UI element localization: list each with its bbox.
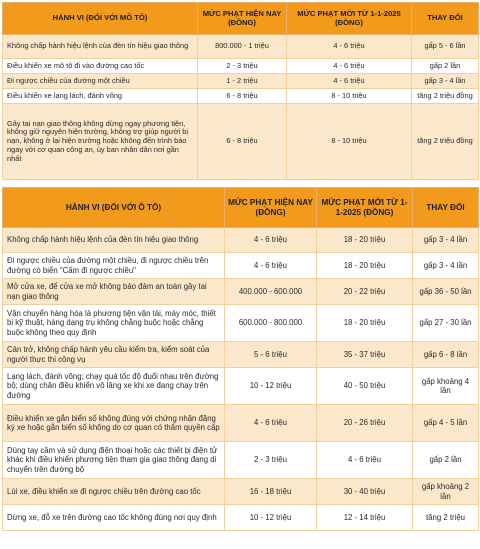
table-row bbox=[3, 342, 479, 368]
current-fine-cell: 2 - 3 triệu bbox=[198, 59, 287, 74]
current-fine-cell: 5 - 6 triệu bbox=[225, 342, 317, 368]
header-current-fine: MỨC PHẠT HIỆN NAY (ĐỒNG) bbox=[198, 3, 287, 35]
motorbike-fines-table bbox=[2, 2, 479, 180]
header-new-fine: MỨC PHẠT MỚI TỪ 1-1-2025 (ĐỒNG) bbox=[317, 188, 413, 228]
behavior-cell: Điều khiển xe lạng lách, đánh võng bbox=[3, 89, 198, 104]
header-new-fine: MỨC PHẠT MỚI TỪ 1-1-2025 (ĐỒNG) bbox=[287, 3, 412, 35]
new-fine-cell: 20 - 22 triệu bbox=[317, 279, 413, 305]
behavior-cell: Lùi xe, điều khiển xe đi ngược chiều trên đường cao tốc bbox=[3, 479, 225, 505]
change-cell: gấp 3 - 4 lần bbox=[413, 253, 479, 279]
change-cell: gấp 3 - 4 lần bbox=[412, 74, 479, 89]
current-fine-cell: 10 - 12 triệu bbox=[225, 368, 317, 405]
behavior-cell: Điều khiển xe mô tô đi vào đường cao tốc bbox=[3, 59, 198, 74]
table-row bbox=[3, 279, 479, 305]
change-cell: gấp khoảng 4 lần bbox=[413, 368, 479, 405]
change-cell: tăng 2 triệu bbox=[413, 505, 479, 531]
behavior-cell: Lạng lách, đánh võng; chạy quá tốc độ đuổi nhau trên đường bộ; dùng chân điều khiển vô lăng xe khi xe đang chạy trên đường bbox=[3, 368, 225, 405]
header-current-fine: MỨC PHẠT HIỆN NAY (ĐỒNG) bbox=[225, 188, 317, 228]
table-row bbox=[3, 368, 479, 405]
table-row bbox=[3, 59, 479, 74]
table-row bbox=[3, 505, 479, 531]
change-cell: gấp 4 - 5 lần bbox=[413, 405, 479, 442]
table-row bbox=[3, 228, 479, 253]
header-behavior: HÀNH VI (ĐỐI VỚI MÔ TÔ) bbox=[3, 3, 198, 35]
current-fine-cell: 16 - 18 triệu bbox=[225, 479, 317, 505]
current-fine-cell: 4 - 6 triệu bbox=[225, 253, 317, 279]
change-cell: gấp 2 lần bbox=[413, 442, 479, 479]
change-cell: gấp 36 - 50 lần bbox=[413, 279, 479, 305]
current-fine-cell: 6 - 8 triệu bbox=[198, 104, 287, 180]
current-fine-cell: 4 - 6 triệu bbox=[225, 228, 317, 253]
new-fine-cell: 4 - 6 triệu bbox=[287, 59, 412, 74]
behavior-cell: Đi ngược chiều của đường một chiều bbox=[3, 74, 198, 89]
header-change: THAY ĐỔI bbox=[412, 3, 479, 35]
current-fine-cell: 600.000 - 800.000 bbox=[225, 305, 317, 342]
new-fine-cell: 12 - 14 triệu bbox=[317, 505, 413, 531]
table-row bbox=[3, 74, 479, 89]
new-fine-cell: 20 - 26 triệu bbox=[317, 405, 413, 442]
new-fine-cell: 4 - 6 triệu bbox=[317, 442, 413, 479]
behavior-cell: Dừng xe, đỗ xe trên đường cao tốc không đúng nơi quy định bbox=[3, 505, 225, 531]
current-fine-cell: 4 - 6 triệu bbox=[225, 405, 317, 442]
change-cell: gấp 3 - 4 lần bbox=[413, 228, 479, 253]
current-fine-cell: 6 - 8 triệu bbox=[198, 89, 287, 104]
table-row bbox=[3, 104, 479, 180]
behavior-cell: Không chấp hành hiệu lệnh của đèn tín hiệu giao thông bbox=[3, 228, 225, 253]
new-fine-cell: 35 - 37 triệu bbox=[317, 342, 413, 368]
new-fine-cell: 30 - 40 triệu bbox=[317, 479, 413, 505]
change-cell: gấp 5 - 6 lần bbox=[412, 35, 479, 59]
new-fine-cell: 18 - 20 triệu bbox=[317, 305, 413, 342]
header-behavior: HÀNH VI (ĐỐI VỚI Ô TÔ) bbox=[3, 188, 225, 228]
new-fine-cell: 18 - 20 triệu bbox=[317, 253, 413, 279]
behavior-cell: Dùng tay cầm và sử dụng điện thoại hoặc các thiết bị điện tử khác khi điều khiển phương tiện tham gia giao thông đang di chuyển trên đường bộ bbox=[3, 442, 225, 479]
table-row bbox=[3, 442, 479, 479]
behavior-cell: Vận chuyển hàng hóa là phương tiện vận tải, máy móc, thiết bị kỹ thuật, hàng dạng trụ không chằng buộc hoặc chằng buộc không theo quy định bbox=[3, 305, 225, 342]
behavior-cell: Gây tai nạn giao thông không dừng ngay phương tiện, không giữ nguyên hiện trường, không trợ giúp người bị nạn, không ở lại hiện trường hoặc không đến trình báo ngay với cơ quan công an, ủy ban nhân dân nơi gần nhất bbox=[3, 104, 198, 180]
change-cell: gấp 6 - 8 lần bbox=[413, 342, 479, 368]
new-fine-cell: 40 - 50 triệu bbox=[317, 368, 413, 405]
new-fine-cell: 4 - 6 triệu bbox=[287, 74, 412, 89]
table-row bbox=[3, 479, 479, 505]
car-fines-table bbox=[2, 187, 479, 531]
new-fine-cell: 18 - 20 triệu bbox=[317, 228, 413, 253]
table-row bbox=[3, 305, 479, 342]
table-row bbox=[3, 405, 479, 442]
current-fine-cell: 2 - 3 triệu bbox=[225, 442, 317, 479]
header-change: THAY ĐỔI bbox=[413, 188, 479, 228]
behavior-cell: Điều khiển xe gắn biển số không đúng với chứng nhận đăng ký xe hoặc gắn biển số không do cơ quan có thẩm quyền cấp bbox=[3, 405, 225, 442]
current-fine-cell: 10 - 12 triệu bbox=[225, 505, 317, 531]
current-fine-cell: 400.000 - 600.000 bbox=[225, 279, 317, 305]
change-cell: gấp 2 lần bbox=[412, 59, 479, 74]
new-fine-cell: 8 - 10 triệu bbox=[287, 89, 412, 104]
new-fine-cell: 4 - 6 triệu bbox=[287, 35, 412, 59]
table-row bbox=[3, 35, 479, 59]
current-fine-cell: 800.000 - 1 triệu bbox=[198, 35, 287, 59]
change-cell: gấp khoảng 2 lần bbox=[413, 479, 479, 505]
behavior-cell: Cản trở, không chấp hành yêu cầu kiểm tra, kiểm soát của người thực thi công vụ bbox=[3, 342, 225, 368]
new-fine-cell: 8 - 10 triệu bbox=[287, 104, 412, 180]
behavior-cell: Mở cửa xe, để cửa xe mở không bảo đảm an toàn gây tai nạn giao thông bbox=[3, 279, 225, 305]
change-cell: tăng 2 triệu đồng bbox=[412, 89, 479, 104]
change-cell: gấp 27 - 30 lần bbox=[413, 305, 479, 342]
behavior-cell: Không chấp hành hiệu lệnh của đèn tín hiệu giao thông bbox=[3, 35, 198, 59]
current-fine-cell: 1 - 2 triệu bbox=[198, 74, 287, 89]
behavior-cell: Đi ngược chiều của đường một chiều, đi ngược chiều trên đường có biển "Cấm đi ngược chiều" bbox=[3, 253, 225, 279]
change-cell: tăng 2 triệu đồng bbox=[412, 104, 479, 180]
table-row bbox=[3, 253, 479, 279]
table-row bbox=[3, 89, 479, 104]
